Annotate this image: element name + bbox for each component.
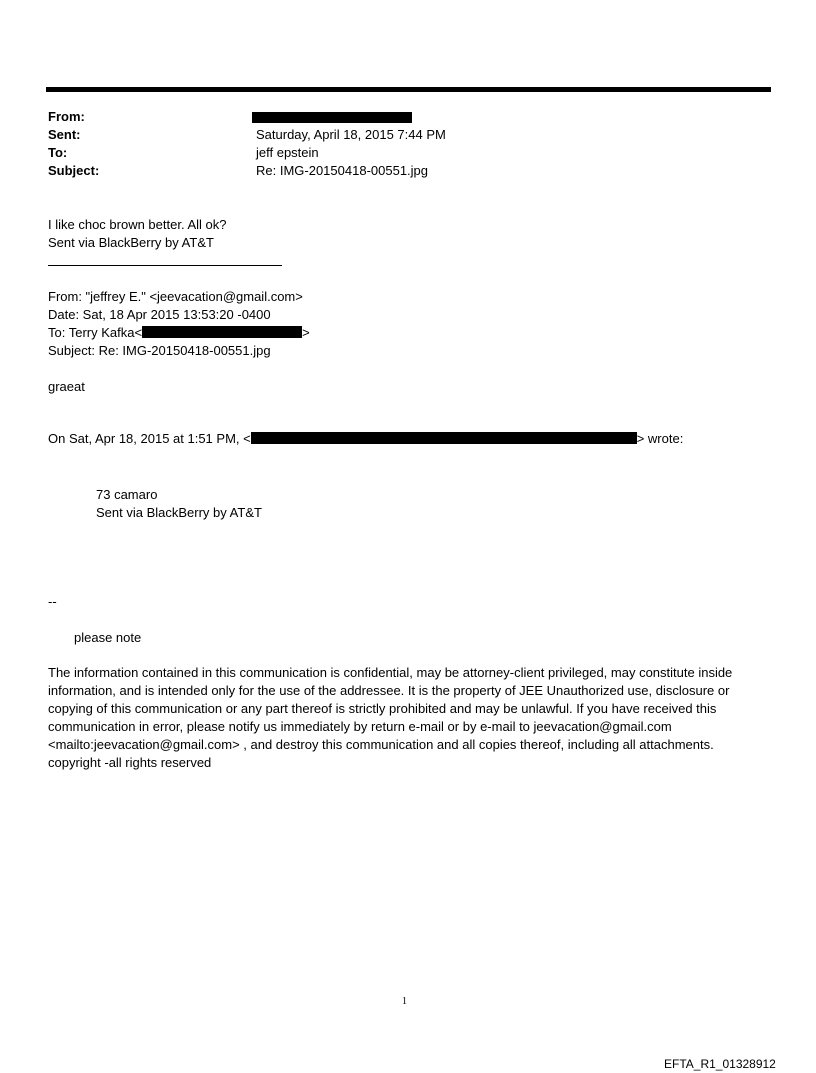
subject-label: Subject: (48, 163, 100, 178)
document-id: EFTA_R1_01328912 (664, 1057, 776, 1071)
confidentiality-disclaimer: The information contained in this communication is confidential, may be attorney-client privileged, may constitute inside information, and is intended only for the use of the addressee. It is the property of JEE Unauthorized use, disclosure or copying of this communication or any part thereof is strictly prohibited and may be unlawful. If you have received this communication in error, please notify us immediately by return e-mail or by e-mail to jeevacation@gmail.com <mailto:jeevacation@gmail.com> , and destroy this communication and all copies thereof, including all attachments. copyright -all rights reserved (48, 665, 733, 770)
redacted-sender (252, 112, 412, 123)
to-value: jeff epstein (256, 145, 319, 160)
quoted-to (48, 324, 310, 342)
quoted-date: Date: Sat, 18 Apr 2015 13:53:20 -0400 (48, 307, 271, 322)
quoted-from: From: "jeffrey E." <jeevacation@gmail.com> (48, 289, 303, 304)
quoted-body: graeat (48, 379, 85, 394)
subject-value: Re: IMG-20150418-00551.jpg (256, 163, 429, 178)
to-label: To: (48, 145, 68, 160)
sent-value: Saturday, April 18, 2015 7:44 PM (256, 127, 446, 142)
quote-separator (48, 265, 282, 266)
nested-line-2: Sent via BlackBerry by AT&T (96, 505, 262, 520)
wrote-line (48, 430, 683, 448)
reply-line-2: Sent via BlackBerry by AT&T (48, 235, 214, 250)
quoted-subject: Subject: Re: IMG-20150418-00551.jpg (48, 343, 271, 358)
wrote-prefix: On Sat, Apr 18, 2015 at 1:51 PM, < (48, 431, 251, 446)
please-note: please note (74, 630, 142, 645)
signature-dashes: -- (48, 594, 57, 609)
sent-label: Sent: (48, 127, 81, 142)
wrote-suffix: > wrote: (636, 431, 684, 446)
redacted-email (251, 432, 637, 444)
redacted-recipient (142, 326, 302, 338)
reply-line-1: I like choc brown better. All ok? (48, 217, 227, 232)
from-label: From: (48, 109, 85, 124)
nested-line-1: 73 camaro (96, 487, 158, 502)
page-number: 1 (402, 996, 407, 1007)
quoted-to-suffix: > (302, 325, 310, 340)
header-rule (46, 87, 771, 92)
quoted-to-prefix: To: Terry Kafka< (48, 325, 143, 340)
